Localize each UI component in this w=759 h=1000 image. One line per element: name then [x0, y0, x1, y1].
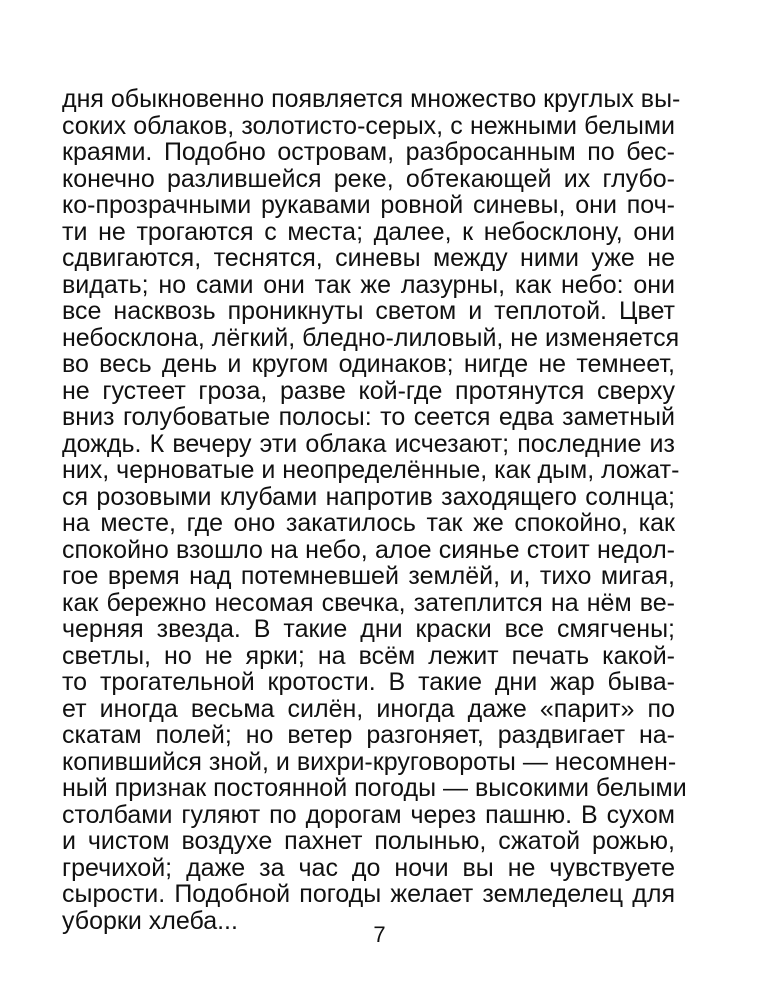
text-line: видать; но сами они так же лазурны, как небо: они [62, 270, 675, 299]
text-line: ти не трогаются с места; далее, к небосклону, они [62, 217, 675, 246]
text-line: копившийся зной, и вихри-круговороты — несомнен- [62, 747, 677, 776]
text-line: черняя звезда. В такие дни краски все смягчены; [62, 615, 675, 643]
text-line: все насквозь проникнуты светом и теплотой. Цвет [62, 297, 675, 325]
text-line: ный признак постоянной погоды — высокими белыми [62, 774, 687, 802]
text-line: конечно разлившейся реке, обтекающей их глубо- [62, 164, 675, 193]
text-line: гречихой; даже за час до ночи вы не чувствуете [62, 853, 675, 882]
page-number: 7 [373, 922, 386, 947]
text-line: столбами гуляют по дорогам через пашню. В сухом [62, 800, 675, 829]
text-line: ет иногда весьма силён, иногда даже «парит» по [62, 694, 675, 723]
text-line: на месте, где оно закатилось так же спокойно, как [62, 509, 675, 537]
text-line: них, черноватые и неопределённые, как дым, ложат- [62, 456, 680, 484]
text-line: не густеет гроза, разве кой-где протянутся сверху [62, 376, 675, 405]
text-line: дождь. К вечеру эти облака исчезают; последние из [62, 429, 675, 458]
text-line: светлы, но не ярки; на всём лежит печать какой- [62, 641, 675, 670]
text-line: соких облаков, золотисто-серых, с нежными белыми [62, 111, 675, 140]
text-line: то трогательной кротости. В такие дни жар быва- [62, 668, 675, 696]
text-line: ко-прозрачными рукавами ровной синевы, они поч- [62, 191, 675, 219]
text-line: небосклона, лёгкий, бледно-лиловый, не изменяется [62, 323, 680, 352]
text-line: сдвигаются, теснятся, синевы между ними уже не [62, 244, 675, 272]
body-text [62, 85, 687, 935]
text-line: краями. Подобно островам, разбросанным по бес- [62, 138, 675, 166]
text-line: гое время над потемневшей землёй, и, тихо мигая, [62, 562, 675, 590]
text-line: скатам полей; но ветер разгоняет, раздвигает на- [62, 721, 675, 749]
text-line: ся розовыми клубами напротив заходящего солнца; [62, 482, 675, 511]
text-line: во весь день и кругом одинаков; нигде не темнеет, [62, 350, 675, 378]
text-line: сырости. Подобной погоды желает земледелец для [62, 880, 675, 908]
text-line: дня обыкновенно появляется множество круглых вы- [62, 85, 681, 113]
text-line: уборки хлеба... [62, 906, 238, 935]
text-line: и чистом воздухе пахнет полынью, сжатой рожью, [62, 827, 675, 855]
text-line: вниз голубоватые полосы: то сеется едва заметный [62, 403, 675, 431]
text-line: как бережно несомая свечка, затеплится на нём ве- [62, 588, 675, 617]
text-line: спокойно взошло на небо, алое сиянье стоит недол- [62, 535, 675, 564]
